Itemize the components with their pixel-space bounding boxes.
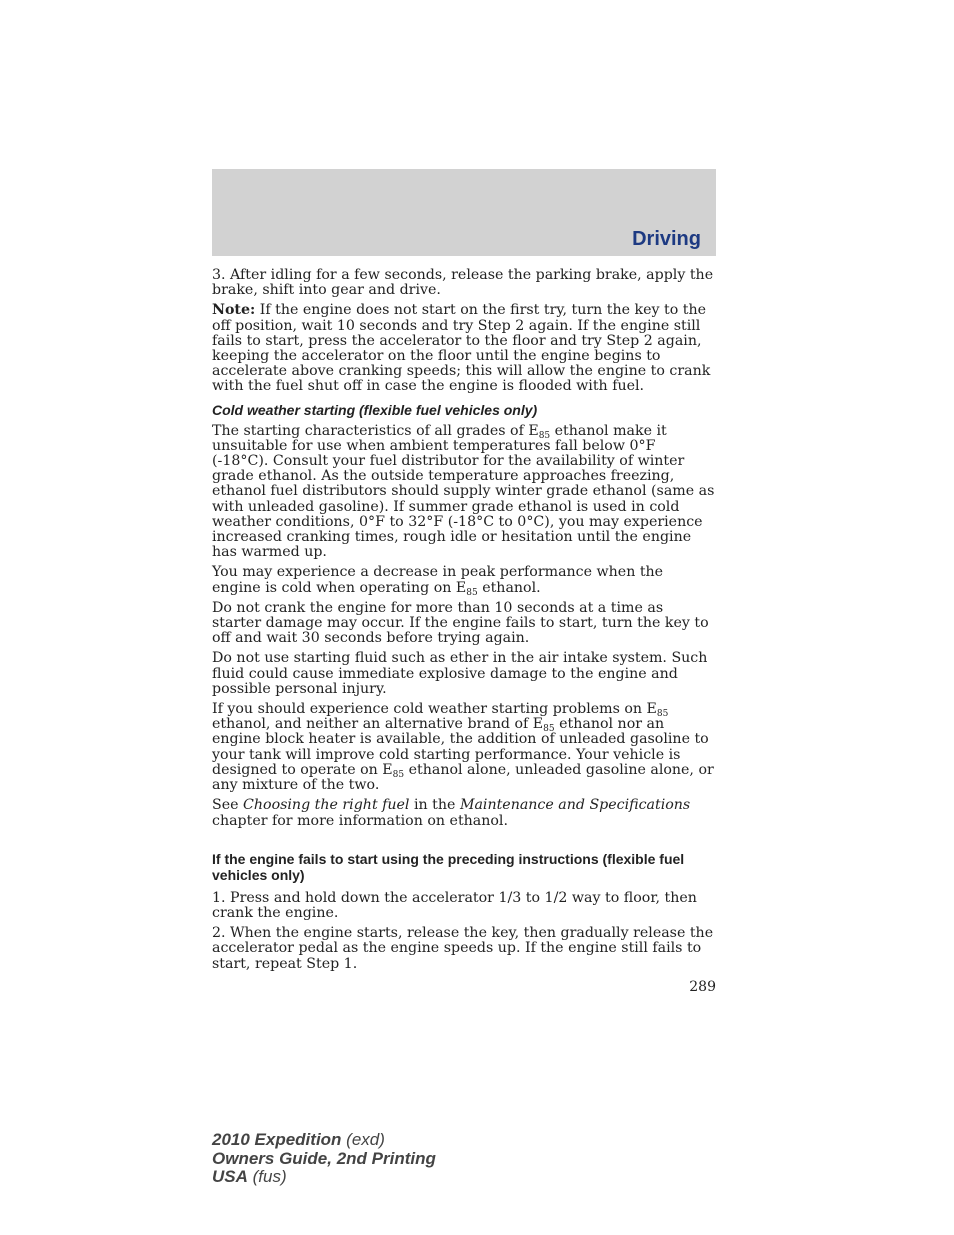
heading-cold-weather-starting: Cold weather starting (flexible fuel vehicles only)	[212, 401, 538, 418]
paragraph-cold-1	[212, 424, 716, 561]
text-run: ethanol make it unsuitable for use when ambient temperatures fall below 0°F (-18°C). Consult your fuel distributor for the availability of winter grade ethanol. As the outside temperature approaches freezing, ethanol fuel distributors should supply winter grade ethanol (same as with unleaded gasoline). If summer grade ethanol is used in cold weather conditions, 0°F to 32°F (-18°C to 0°C), you may experience increased cranking times, rough idle or hesitation until the engine has warmed up.	[212, 422, 715, 561]
text-run: The starting characteristics of all grades of E	[212, 422, 539, 439]
section-title: Driving	[632, 228, 701, 250]
paragraph-see-reference	[212, 798, 716, 828]
text-run: ethanol alone, unleaded gasoline alone, or any mixture of the two.	[212, 761, 714, 794]
paragraph-fails-step-2: 2. When the engine starts, release the key, then gradually release the accelerator pedal as the engine speeds up. If the engine still fails to start, repeat Step 1.	[212, 925, 714, 972]
footer-line-market	[212, 1168, 436, 1187]
subscript: 85	[656, 709, 669, 720]
text-run: ethanol.	[477, 579, 541, 596]
text-run: ethanol, and neither an alternative brand of E	[212, 716, 544, 733]
note-text: If the engine does not start on the first try, turn the key to the off position, wait 10 seconds and try Step 2 again. If the engine still fails to start, press the accelerator to the floor and try Step 2 again, keeping the accelerator on the floor until the engine begins to accelerate above cranking speeds; this will allow the engine to crank with the fuel shut off in case the engine is flooded with fuel.	[212, 302, 711, 395]
text-run: You may experience a decrease in peak performance when the engine is cold when operating on E	[212, 564, 664, 596]
section-header-band	[212, 169, 716, 256]
footer-market-code: (fus)	[247, 1167, 287, 1186]
paragraph-note	[212, 303, 716, 394]
footer-line-model	[212, 1131, 436, 1150]
text-run: ethanol nor an engine block heater is available, the addition of unleaded gasoline to your tank will improve cold starting performance. Your vehicle is designed to operate on E	[212, 716, 709, 778]
subscript: 85	[466, 587, 478, 598]
footer-model-name: 2010 Expedition	[212, 1130, 342, 1149]
footer-line-edition: Owners Guide, 2nd Printing	[212, 1148, 436, 1168]
subscript: 85	[538, 430, 551, 441]
page-content	[212, 268, 716, 995]
text-run: in the	[409, 797, 460, 814]
text-run: See	[212, 797, 244, 814]
page-number: 289	[689, 978, 716, 995]
paragraph-cold-5	[212, 702, 716, 793]
paragraph-step-3: 3. After idling for a few seconds, release the parking brake, apply the brake, shift into gear and drive.	[212, 267, 714, 299]
paragraph-cold-3: Do not crank the engine for more than 10 seconds at a time as starter damage may occur. If the engine fails to start, turn the key to off and wait 30 seconds before trying again.	[212, 599, 709, 647]
heading-engine-fails-to-start: If the engine fails to start using the preceding instructions (flexible fuel vehicles only)	[212, 850, 685, 883]
cross-reference-fuel: Choosing the right fuel	[243, 797, 410, 814]
subscript: 85	[392, 769, 405, 780]
footer-market-name: USA	[212, 1167, 248, 1186]
subscript: 85	[543, 724, 555, 735]
note-label: Note:	[212, 302, 256, 319]
paragraph-cold-4: Do not use starting fluid such as ether in the air intake system. Such fluid could cause immediate explosive damage to the engine and possible personal injury.	[212, 650, 708, 697]
cross-reference-chapter: Maintenance and Specifications	[459, 797, 691, 814]
paragraph-cold-2	[212, 564, 716, 598]
paragraph-fails-step-1: 1. Press and hold down the accelerator 1/3 to 1/2 way to floor, then crank the engine.	[212, 889, 697, 921]
document-footer	[212, 1131, 436, 1187]
text-run: If you should experience cold weather starting problems on E	[212, 701, 657, 718]
text-run: chapter for more information on ethanol.	[212, 812, 508, 829]
footer-model-code: (exd)	[341, 1130, 385, 1149]
